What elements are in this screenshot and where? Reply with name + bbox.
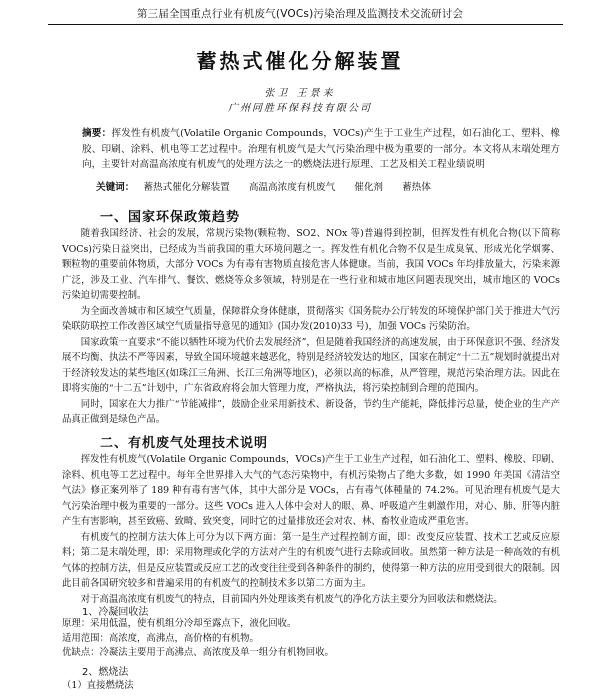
paragraph: 随着我国经济、社会的发展，常规污染物(颗粒物、SO2、NOx 等)普遍得到控制，但挥发性有机化合物(以下简称 VOCs)污染日益突出，已经成为当前我国的重大环境问题之一。挥发性有机化合物不仅是生成臭氧、形成光化学烟雾、颗粒物的重要前体物质，大部分 VOCs 为有毒有害物质直接危害人体健康。当前，我国 VOCs 年均排放量大，污染来源广泛，涉及工业、汽车排气、餐饮、燃烧等众多领域，特别是在一些行业和城市地区问题表现突出，城市地区的 VOCs 污染迫切需要控制。 bbox=[62, 228, 560, 301]
section-heading-policy: 一、国家环保政策趋势 bbox=[100, 210, 241, 225]
paragraph: 有机废气的控制方法大体上可分为以下两方面：第一是生产过程控制方面，即：改变反应装置、技术工艺或反应原料；第二是末端处理，即：采用物理或化学的方法对产生的有机废气进行去除或回收。虽然第一种方法是一种高效的有机气体的控制方法，但是反应装置或反应工艺的改变往往受到各种条件的制约，使得第一种方法的应用受到很大的限制。因此目前各国研究较多和普遍采用的有机废气的控制技术多以第二方面为主。 bbox=[62, 531, 560, 589]
section-body-technology bbox=[62, 452, 560, 607]
paragraph: 对于高温高浓度有机废气的特点，目前国内外处理该类有机废气的净化方法主要分为回收法和燃烧法。 bbox=[80, 593, 503, 605]
running-header: 第三届全国重点行业有机废气(VOCs)污染治理及监测技术交流研讨会 bbox=[136, 8, 464, 20]
detail-line: 适用范围：高浓度，高沸点，高价格的有机物。 bbox=[62, 632, 259, 644]
paragraph: 挥发性有机废气(Volatile Organic Compounds，VOCs)产生于工业生产过程，如石油化工、塑料、橡胶、印刷、涂料、机电等工艺过程中。每年全世界排入大气的气态污染物中，有机污染物占了绝大多数，如 1990 年美国《清洁空气法》修正案列举了 189 种有毒有害气体，其中大部分是 VOCs，占有毒气体種量的 74.2%。可见治理有机废气是大气污染治理中极为重要的一部分。这些 VOCs 进入人体中会对人的眼、鼻、呼吸道产生刺激作用，对心、肺、肝等内脏产生有害影响，甚至致癌、致畸、致突变，同时它的过量排放还会对农、林、畜牧业造成严重危害。 bbox=[62, 454, 560, 527]
keywords bbox=[96, 181, 566, 195]
keyword: 蓄热式催化分解装置 bbox=[143, 182, 230, 193]
section-heading-technology: 二、有机废气处理技术说明 bbox=[100, 436, 269, 451]
subsection-heading-condensation: 1、冷凝回收法 bbox=[82, 607, 149, 618]
paper-title: 蓄热式催化分解装置 bbox=[196, 49, 404, 73]
paragraph: 国家政策一直要求“不能以牺牲环境为代价去发展经济”，但是随着我国经济的高速发展，由于环保意识不强、经济发展不均衡、执法不严等因素，导致全国环境越来越恶化，特别是经济较发达的地区，国家在制定“十二五”规划时就提出对于经济较发达的某些地区(如珠江三角洲、长江三角洲等地区)，必须以高的标准，从严管理，规范污染治理方法。因此在即将实施的“十二五”计划中，广东省政府将会加大管理力度，严格执法，将污染控制到合理的范围内。 bbox=[62, 336, 560, 394]
paragraph: 同时，国家在大力推广“节能减排”，鼓励企业采用新技术、新设备，节约生产能耗，降低排污总量，使企业的生产产品真正做到是绿色产品。 bbox=[62, 398, 560, 425]
keyword: 蓄热体 bbox=[402, 182, 431, 193]
detail-line: 原理：采用低温，使有机组分冷却至露点下，液化回收。 bbox=[62, 618, 297, 629]
condensation-details bbox=[62, 617, 560, 661]
list-item: （1）直接燃烧法 bbox=[62, 680, 134, 691]
paper-authors: 张卫 王景来 bbox=[264, 88, 336, 99]
keyword: 催化剂 bbox=[354, 182, 384, 193]
section-body-policy bbox=[62, 226, 560, 428]
paragraph: 为全面改善城市和区域空气质量，保障群众身体健康，贯彻落实《国务院办公厅转发的环境保护部门关于推进大气污染联防联控工作改善区域空气质量指导意见的通知》(国办发(2010)33 号)，加强 VOCs 污染防治。 bbox=[62, 305, 560, 332]
abstract-text: 挥发性有机废气(Volatile Organic Compounds，VOCs)产生于工业生产过程，如石油化工、塑料、橡胶、印刷、涂料、机电等工艺过程中。治理有机废气是大气污染治理中极为重要的一部分。本文将从末端处理方向，主要针对高温高浓度有机废气的处理方法之一的燃烧法进行原理、工艺及相关工程业绩说明 bbox=[82, 128, 560, 170]
detail-line: 优缺点：冷凝法主要用于高沸点、高浓度及单一组分有机物回收。 bbox=[62, 647, 334, 658]
keywords-label: 关键词： bbox=[96, 182, 135, 193]
keyword: 高温高浓度有机废气 bbox=[248, 182, 336, 193]
subsection-heading-combustion: 2、燃烧法 bbox=[82, 667, 129, 678]
paper-affiliation: 广州同胜环保科技有限公司 bbox=[228, 103, 372, 114]
combustion-items bbox=[62, 679, 560, 694]
abstract bbox=[82, 126, 560, 173]
header-rule bbox=[48, 24, 563, 25]
abstract-label: 摘要： bbox=[82, 128, 112, 139]
